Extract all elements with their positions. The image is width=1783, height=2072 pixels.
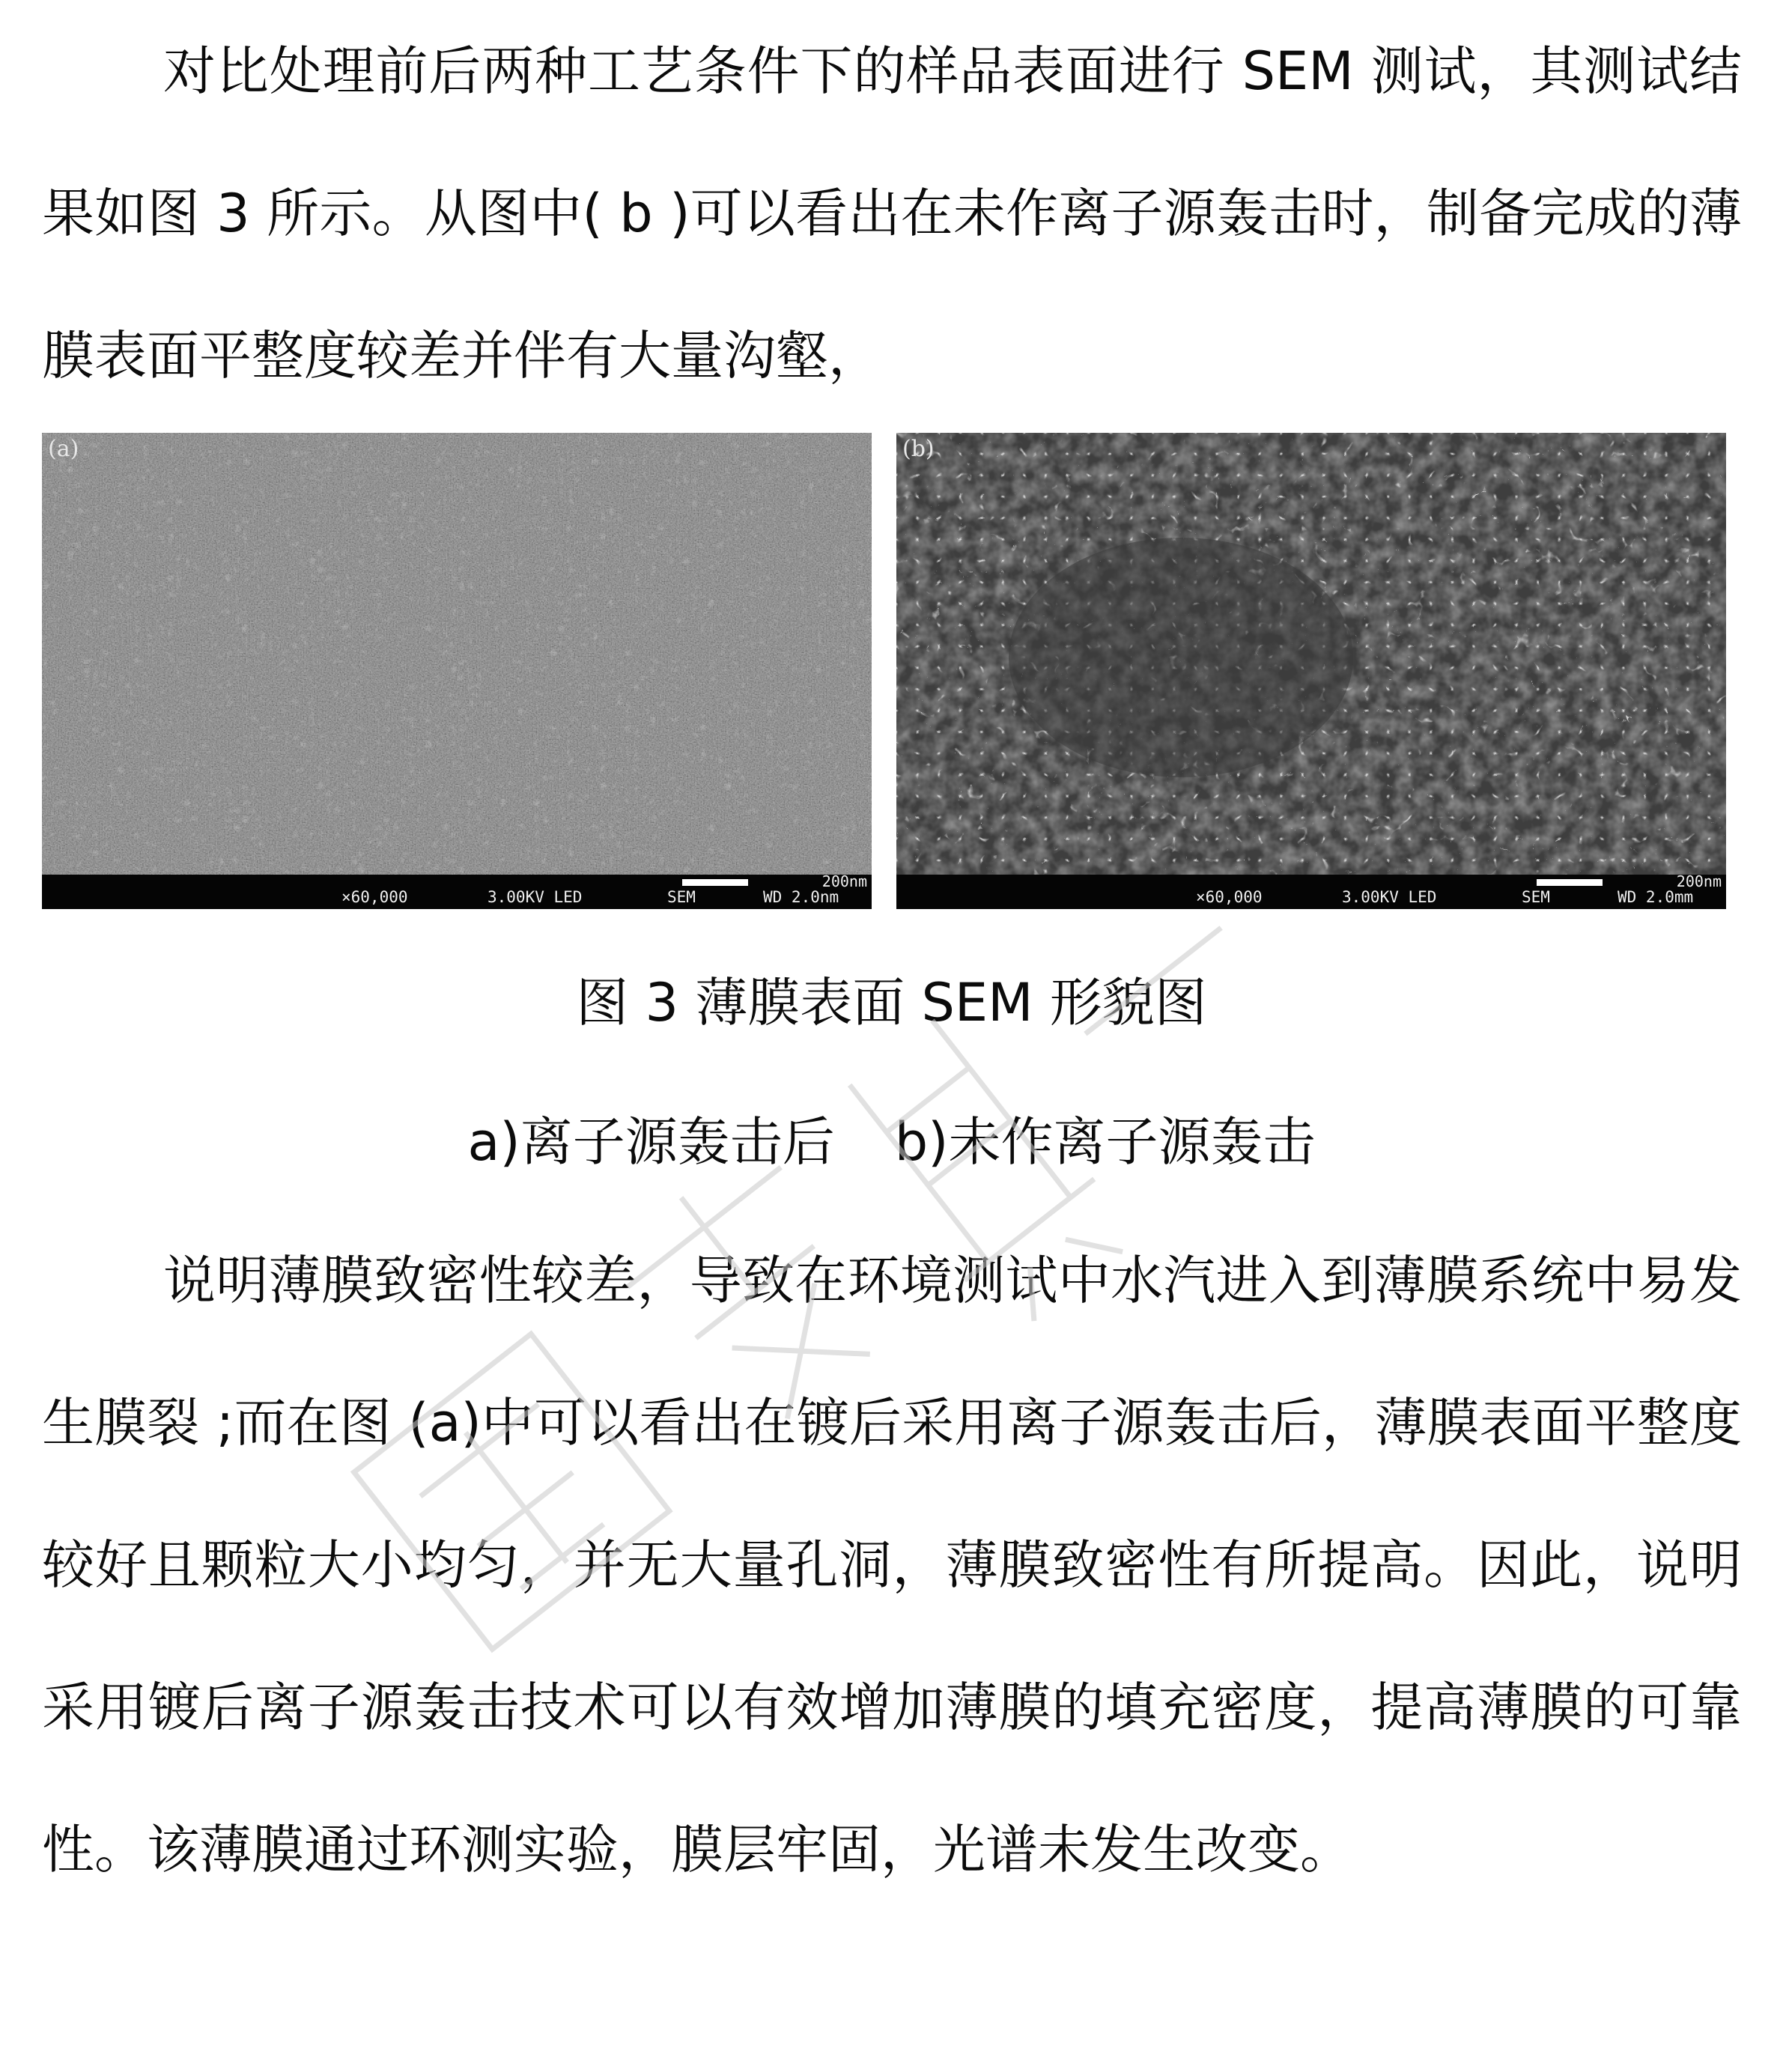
- scale-label-b: 200nm: [1676, 872, 1722, 890]
- scale-label-a: 200nm: [821, 872, 867, 890]
- sem-image-b: [896, 433, 1726, 909]
- scale-bar-b: [1537, 879, 1603, 886]
- caption-panel-b: b)未作离子源轰击: [894, 1111, 1316, 1173]
- detector-a: SEM: [667, 888, 696, 906]
- caption-panel-a: a)离子源轰击后: [467, 1111, 835, 1173]
- figure-caption-title: 图 3 薄膜表面 SEM 形貌图: [576, 972, 1207, 1033]
- paragraph-conclusion: 说明薄膜致密性较差，导致在环境测试中水汽进入到薄膜系统中易发生膜裂 ;而在图 (a)中可以看出在镀后采用离子源轰击后，薄膜表面平整度较好且颗粒大小均匀，并无大量孔洞，薄膜致密性有所提高。因此，说明采用镀后离子源轰击技术可以有效增加薄膜的填充密度，提高薄膜的可靠性。该薄膜通过环测实验，膜层牢固，光谱未发生改变。: [42, 1250, 1742, 1880]
- magnification-b: ×60,000: [1196, 888, 1263, 906]
- detector-b: SEM: [1522, 888, 1550, 906]
- working-distance-b: WD 2.0mm: [1618, 888, 1694, 906]
- working-distance-a: WD 2.0nm: [763, 888, 839, 906]
- scale-bar-a: [682, 879, 748, 886]
- magnification-a: ×60,000: [341, 888, 408, 906]
- voltage-a: 3.00KV LED: [487, 888, 583, 906]
- panel-label-a: (a): [48, 436, 79, 462]
- figure-caption-subtitle: [0, 1100, 1783, 1176]
- voltage-b: 3.00KV LED: [1342, 888, 1437, 906]
- sem-texture-a: [42, 433, 872, 909]
- paragraph-intro: 对比处理前后两种工艺条件下的样品表面进行 SEM 测试，其测试结果如图 3 所示。从图中( b )可以看出在未作离子源轰击时，制备完成的薄膜表面平整度较差并伴有大量沟壑，: [42, 40, 1742, 386]
- sem-texture-b: [896, 433, 1726, 909]
- sem-image-a: [42, 433, 872, 909]
- panel-label-b: (b): [902, 436, 935, 462]
